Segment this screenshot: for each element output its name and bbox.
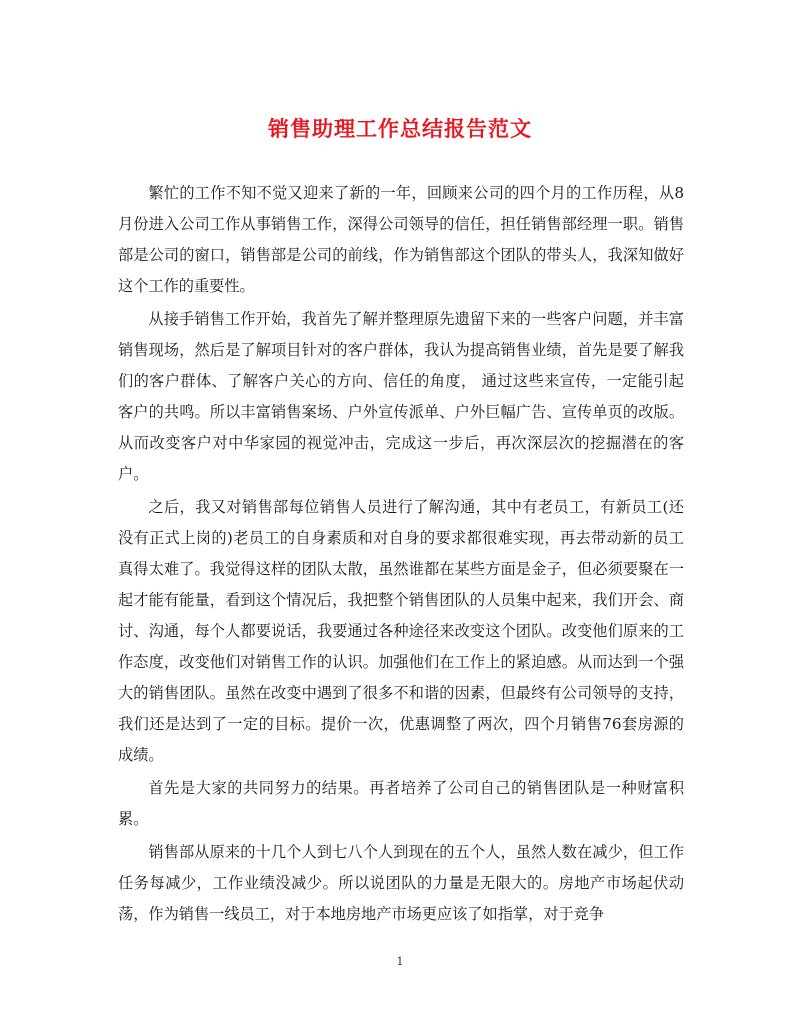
document-title: 销售助理工作总结报告范文 xyxy=(268,116,532,141)
paragraph-2: 从接手销售工作开始，我首先了解并整理原先遗留下来的一些客户问题，并丰富销售现场，然后是了解项目针对的客户群体，我认为提高销售业绩，首先是要了解我们的客户群体、了解客户关心的方向、信任的角度， 通过这些来宣传，一定能引起客户的共鸣。所以丰富销售案场、户外宣传派单、户外巨幅广告、宣传单页的改版。从而改变客户对中华家园的视觉冲击，完成这一步后，再次深层次的挖掘潜在的客户。 xyxy=(118,310,684,483)
paragraph-1: 繁忙的工作不知不觉又迎来了新的一年，回顾来公司的四个月的工作历程，从8月份进入公司工作从事销售工作，深得公司领导的信任，担任销售部经理一职。销售部是公司的窗口，销售部是公司的前线，作为销售部这个团队的带头人，我深知做好这个工作的重要性。 xyxy=(118,184,684,295)
paragraph-5: 销售部从原来的十几个人到七八个人到现在的五个人，虽然人数在减少，但工作任务每减少，工作业绩没减少。所以说团队的力量是无限大的。房地产市场起伏动荡，作为销售一线员工，对于本地房地产市场更应该了如指掌，对于竞争 xyxy=(118,843,684,923)
paragraph-4: 首先是大家的共同努力的结果。再者培养了公司自己的销售团队是一种财富积累。 xyxy=(118,779,684,828)
paragraph-3: 之后，我又对销售部每位销售人员进行了解沟通，其中有老员工，有新员工(还没有正式上岗的)老员工的自身素质和对自身的要求都很难实现，再去带动新的员工真得太难了。我觉得这样的团队太散，虽然谁都在某些方面是金子，但必须要聚在一起才能有能量，看到这个情况后，我把整个销售团队的人员集中起来，我们开会、商讨、沟通，每个人都要说话，我要通过各种途径来改变这个团队。改变他们原来的工作态度，改变他们对销售工作的认识。加强他们在工作上的紧迫感。从而达到一个强大的销售团队。虽然在改变中遇到了很多不和谐的因素，但最终有公司领导的支持，我们还是达到了一定的目标。提价一次，优惠调整了两次，四个月销售76套房源的成绩。 xyxy=(118,498,684,764)
page-number: 1 xyxy=(396,955,404,968)
document-body xyxy=(118,178,684,932)
